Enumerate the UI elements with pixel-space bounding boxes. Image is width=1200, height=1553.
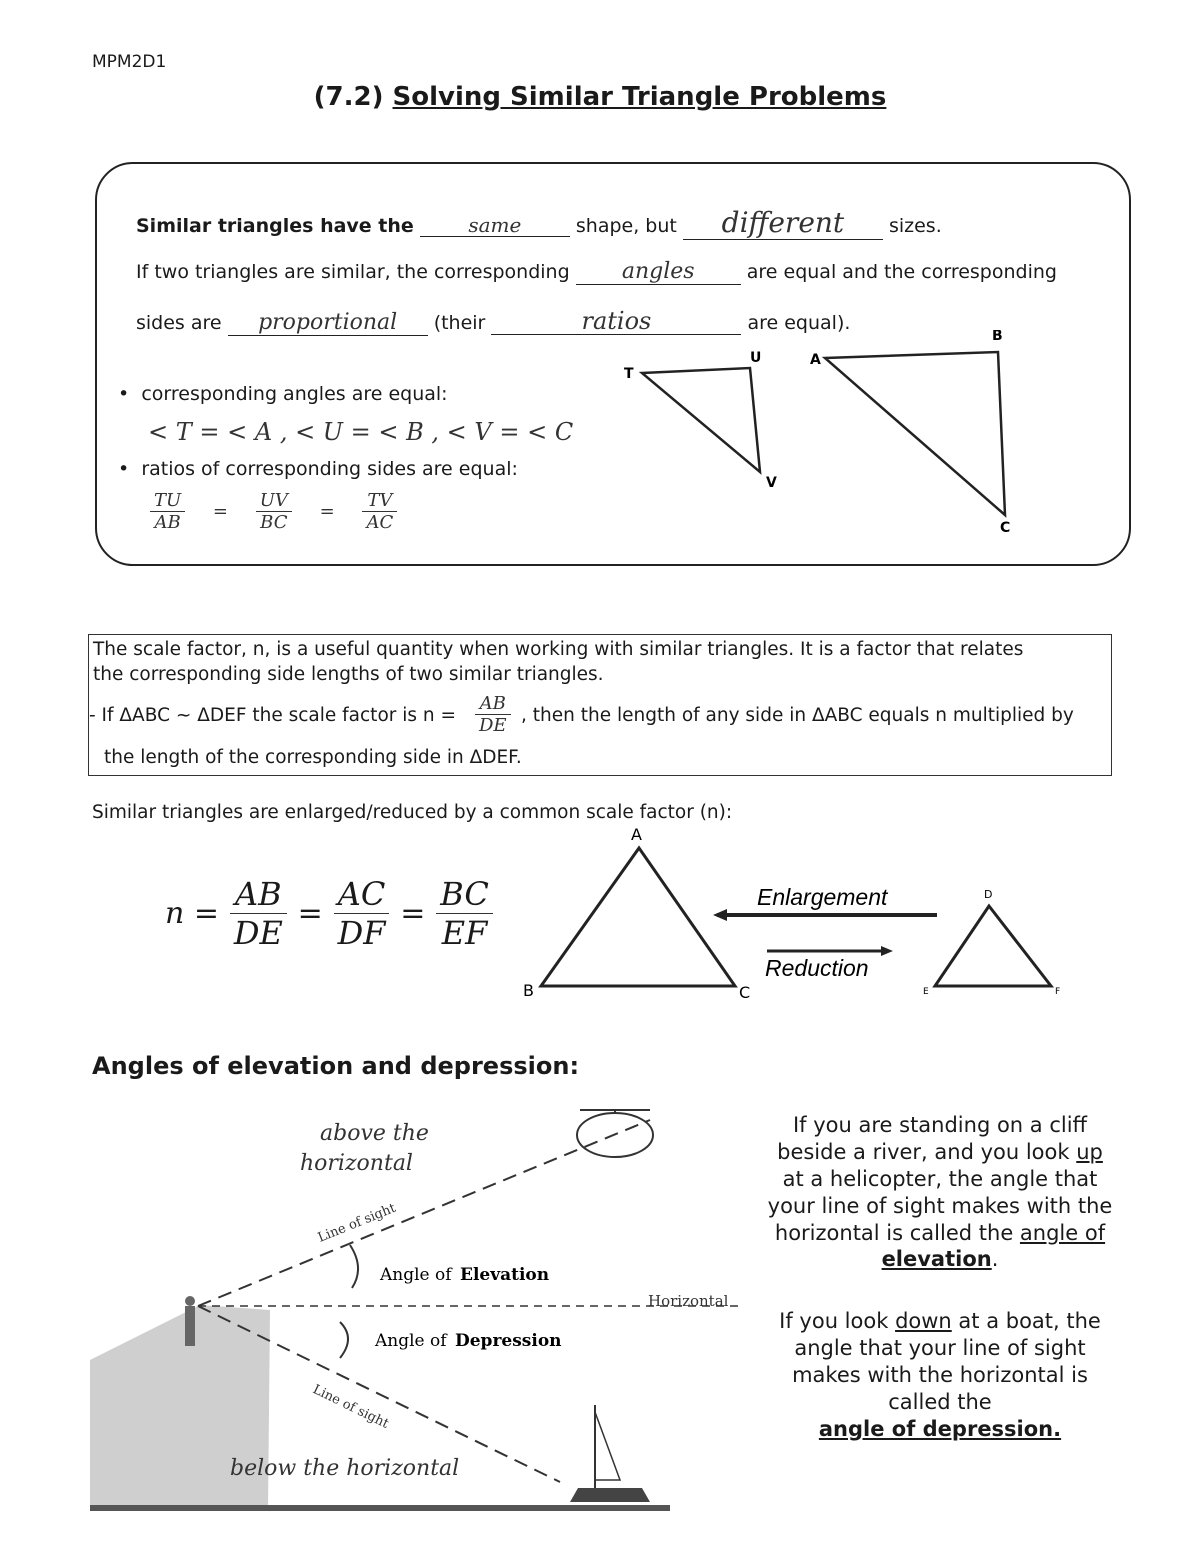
bullet-angles: • corresponding angles are equal:: [118, 383, 448, 405]
label-t: T: [624, 366, 634, 382]
angle-depression-label-a: Angle of: [375, 1331, 447, 1351]
blank-proportional: proportional: [228, 311, 428, 336]
eq-frac-2: $\frac{AC}{DF}$: [334, 875, 390, 952]
down-word: down: [895, 1309, 952, 1333]
label-v: V: [766, 475, 777, 491]
depression-brace: [340, 1322, 348, 1358]
hand-ratios: $\frac{TU}{AB}$ = $\frac{UV}{BC}$ = $\frac{TV}{AC}$: [150, 490, 397, 533]
term-angle-of-depression: angle of depression.: [818, 1416, 1062, 1441]
label-big-a: A: [631, 825, 642, 844]
angle-depression-label-b: Depression: [455, 1331, 562, 1351]
label-c: C: [1000, 520, 1011, 536]
label-a: A: [810, 352, 821, 368]
small-triangle-def: [935, 906, 1051, 986]
horizontal-label: Horizontal: [648, 1292, 729, 1310]
enlargement-diagram: [505, 818, 1085, 1008]
section-heading-angles: Angles of elevation and depression:: [92, 1052, 580, 1080]
blank-angles: angles: [576, 260, 741, 285]
scale-fraction: $\frac{AB}{DE}$: [475, 693, 511, 736]
scale-line-4: the length of the corresponding side in ΔDEF.: [104, 747, 522, 768]
label-small-f: F: [1055, 987, 1061, 997]
hand-angles: < T = < A , < U = < B , < V = < C: [148, 418, 574, 446]
small-triangle-tuv: [642, 368, 760, 472]
scale-equation: n = $\frac{AB}{DE}$ = $\frac{AC}{DF}$ = $\frac{BC}{EF}$: [165, 875, 493, 952]
large-triangle-abc: [825, 352, 1005, 515]
definition-line-1: Similar triangles have the same shape, but different sizes.: [136, 206, 942, 239]
blank-same: same: [420, 214, 570, 237]
blank-different: different: [683, 208, 883, 240]
label-b: B: [992, 330, 1003, 344]
up-word: up: [1076, 1139, 1103, 1164]
blank-ratios: ratios: [491, 308, 741, 335]
definition-line-3: sides are proportional (their ratios are equal).: [136, 307, 851, 335]
scale-intro: Similar triangles are enlarged/reduced by a common scale factor (n):: [92, 802, 733, 823]
angle-elevation-label-b: Elevation: [460, 1265, 550, 1285]
elevation-depression-diagram: [90, 1100, 780, 1520]
title-number: (7.2): [313, 82, 384, 112]
line-of-sight-lower: Line of sight: [310, 1382, 391, 1432]
eq-frac-1: $\frac{AB}{DE}$: [230, 875, 287, 952]
term-angle-of-elevation: elevation: [881, 1247, 992, 1272]
scale-line-1: The scale factor, n, is a useful quantity when working with similar triangles. It is a factor that relates: [93, 639, 1024, 660]
person-head: [185, 1296, 195, 1306]
boat-icon: [570, 1488, 650, 1502]
label-small-d: D: [984, 888, 993, 901]
scale-line-3b: , then the length of any side in ΔABC equals n multiplied by: [521, 705, 1074, 726]
enlargement-arrowhead: [713, 909, 727, 921]
label-big-c: C: [739, 983, 751, 1002]
hand-below: below the horizontal: [230, 1456, 460, 1481]
course-code: MPM2D1: [92, 52, 167, 72]
label-big-b: B: [523, 981, 534, 1000]
hand-above-1: above the: [320, 1121, 429, 1146]
hand-above-2: horizontal: [300, 1151, 413, 1176]
eq-frac-3: $\frac{BC}{EF}$: [436, 875, 493, 952]
page-title: [0, 82, 1200, 112]
scale-line-2: the corresponding side lengths of two similar triangles.: [93, 664, 604, 685]
reduction-arrowhead: [881, 946, 893, 956]
ratio-3: $\frac{TV}{AC}$: [362, 490, 397, 533]
triangle-diagram: [600, 330, 1040, 540]
bullet-ratios: • ratios of corresponding sides are equal:: [118, 458, 518, 480]
person-figure: [185, 1306, 195, 1346]
big-triangle-abc: [541, 848, 735, 986]
definition-line-2: If two triangles are similar, the corresponding angles are equal and the corresponding: [136, 259, 1057, 284]
elevation-paragraph: If you are standing on a cliff beside a river, and you look up at a helicopter, the angle that your line of sight makes with the horizontal is called the angle of elevation.: [767, 1113, 1113, 1272]
enlargement-label: Enlargement: [757, 884, 888, 910]
scale-factor-box: [88, 634, 1112, 776]
label-u: U: [750, 350, 762, 366]
scale-line-3a: - If ΔABC ~ ΔDEF the scale factor is n =: [89, 705, 457, 726]
elevation-brace: [350, 1245, 358, 1288]
ratio-2: $\frac{UV}{BC}$: [256, 490, 292, 533]
title-text: Solving Similar Triangle Problems: [392, 82, 887, 112]
reduction-label: Reduction: [765, 955, 869, 981]
ratio-1: $\frac{TU}{AB}$: [150, 490, 185, 533]
depression-paragraph: If you look down at a boat, the angle that your line of sight makes with the horizontal is called the angle of depression.: [779, 1309, 1101, 1441]
label-small-e: E: [923, 987, 929, 997]
line-of-sight-upper: Line of sight: [315, 1200, 399, 1246]
angle-elevation-label-a: Angle of: [380, 1265, 452, 1285]
